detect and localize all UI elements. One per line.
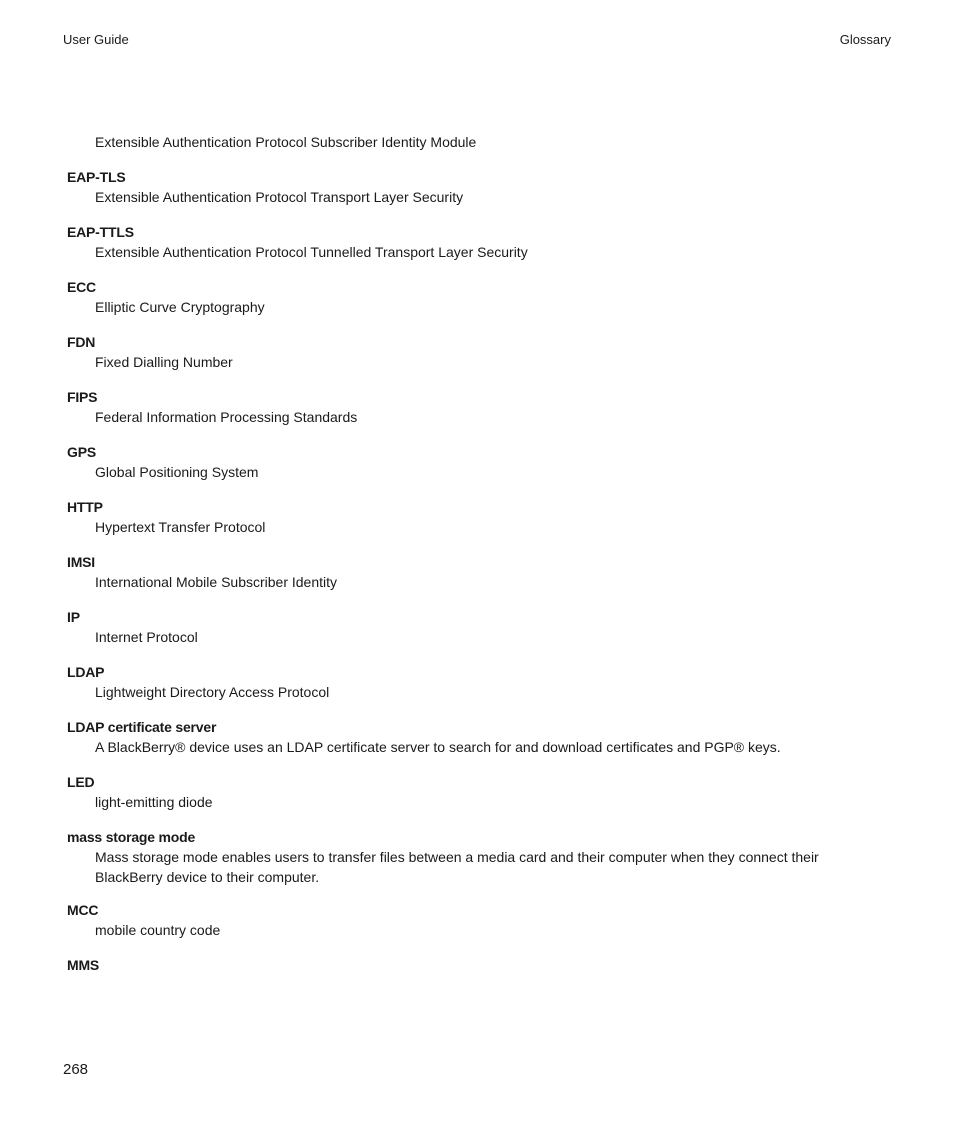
glossary-list (67, 132, 887, 975)
glossary-entry-fdn (67, 333, 887, 374)
glossary-definition: International Mobile Subscriber Identity (95, 574, 338, 590)
continued-definition: Extensible Authentication Protocol Subscriber Identity Module (95, 134, 477, 150)
glossary-definition: mobile country code (95, 922, 221, 938)
glossary-definition: Federal Information Processing Standards (95, 409, 358, 425)
glossary-term: GPS (67, 444, 96, 460)
glossary-definition: Global Positioning System (95, 464, 259, 480)
glossary-definition: Hypertext Transfer Protocol (95, 519, 266, 535)
glossary-term: LDAP (67, 664, 105, 680)
glossary-definition: Mass storage mode enables users to transfer files between a media card and their computer when they connect their BlackBerry device to their computer. (95, 849, 819, 885)
glossary-term: HTTP (67, 499, 103, 515)
glossary-definition: Fixed Dialling Number (95, 354, 233, 370)
glossary-definition: Extensible Authentication Protocol Transport Layer Security (95, 189, 464, 205)
glossary-entry-led (67, 773, 887, 814)
glossary-entry-gps (67, 443, 887, 484)
glossary-entry-fips (67, 388, 887, 429)
glossary-term: FIPS (67, 389, 98, 405)
glossary-definition: light-emitting diode (95, 794, 213, 810)
page-number: 268 (63, 1061, 89, 1078)
glossary-entry-http (67, 498, 887, 539)
running-header (63, 32, 891, 50)
glossary-term: IMSI (67, 554, 95, 570)
glossary-entry-mass-storage-mode (67, 828, 887, 887)
glossary-entry-mms (67, 956, 887, 975)
glossary-term: MCC (67, 902, 99, 918)
glossary-entry-imsi (67, 553, 887, 594)
glossary-term: IP (67, 609, 80, 625)
glossary-term: ECC (67, 279, 96, 295)
glossary-term: LED (67, 774, 95, 790)
glossary-entry-ip (67, 608, 887, 649)
glossary-term: FDN (67, 334, 96, 350)
glossary-term: MMS (67, 957, 100, 973)
glossary-definition: Internet Protocol (95, 629, 198, 645)
document-title: User Guide (63, 32, 129, 47)
glossary-term: EAP-TLS (67, 169, 126, 185)
glossary-entry-ldap-certificate-server (67, 718, 887, 759)
glossary-entry-eap-tls (67, 168, 887, 209)
glossary-definition: Elliptic Curve Cryptography (95, 299, 265, 315)
glossary-term: LDAP certificate server (67, 719, 217, 735)
glossary-definition: Extensible Authentication Protocol Tunnelled Transport Layer Security (95, 244, 528, 260)
glossary-entry-ecc (67, 278, 887, 319)
glossary-term: EAP-TTLS (67, 224, 134, 240)
section-title: Glossary (839, 32, 891, 47)
glossary-term: mass storage mode (67, 829, 196, 845)
glossary-entry-eap-ttls (67, 223, 887, 264)
glossary-definition: A BlackBerry® device uses an LDAP certificate server to search for and download certificates and PGP® keys. (95, 739, 781, 755)
glossary-entry-mcc (67, 901, 887, 942)
glossary-entry-ldap (67, 663, 887, 704)
glossary-definition: Lightweight Directory Access Protocol (95, 684, 330, 700)
